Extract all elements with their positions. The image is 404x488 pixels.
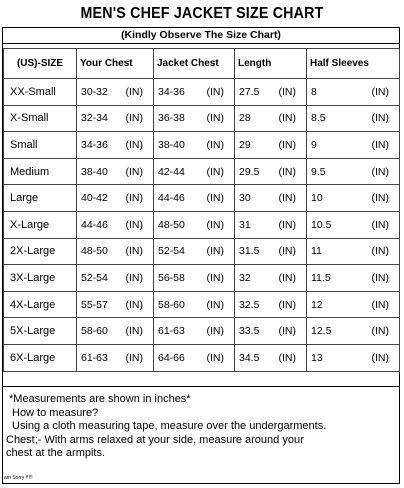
chest-cell: [77, 265, 154, 292]
table-row: [4, 132, 400, 159]
chest-cell: [77, 318, 154, 345]
table-row: [4, 185, 400, 212]
unit-label: (IN): [371, 245, 389, 258]
jacket-value: 64-66: [158, 351, 185, 364]
size-cell: 2X-Large: [4, 238, 77, 265]
table-row: [4, 318, 400, 345]
chest-cell: [77, 344, 154, 371]
unit-label: (IN): [206, 112, 224, 125]
unit-label: (IN): [278, 138, 296, 151]
chest-cell: [77, 211, 154, 238]
table-row: [4, 344, 400, 371]
length-cell: [235, 318, 307, 345]
chest-cell: [77, 291, 154, 318]
chest-value: 48-50: [81, 245, 108, 258]
length-value: 27.5: [239, 85, 260, 98]
table-row: [4, 265, 400, 292]
chest-cell: [77, 158, 154, 185]
unit-label: (IN): [125, 351, 143, 364]
chest-value: 34-36: [81, 138, 108, 151]
unit-label: (IN): [371, 325, 389, 338]
header-your-chest: Your Chest: [77, 49, 154, 79]
unit-label: (IN): [206, 298, 224, 311]
unit-label: (IN): [206, 351, 224, 364]
length-value: 30: [239, 192, 251, 205]
note-line: chest at the armpits.: [6, 447, 106, 459]
unit-label: (IN): [125, 218, 143, 231]
table-row: [4, 105, 400, 132]
length-cell: [235, 185, 307, 212]
size-cell: 4X-Large: [4, 291, 77, 318]
size-cell: 3X-Large: [4, 265, 77, 292]
chart-subtitle: (Kindly Observe The Size Chart): [121, 29, 281, 41]
length-cell: [235, 158, 307, 185]
sleeves-cell: [307, 132, 400, 159]
unit-label: (IN): [125, 85, 143, 98]
jacket-value: 44-46: [158, 192, 185, 205]
jacket-value: 48-50: [158, 218, 185, 231]
sleeves-value: 10.5: [311, 218, 332, 231]
chest-cell: [77, 238, 154, 265]
jacket-cell: [154, 79, 235, 106]
jacket-cell: [154, 265, 235, 292]
jacket-value: 61-63: [158, 325, 185, 338]
jacket-cell: [154, 291, 235, 318]
size-cell: X-Small: [4, 105, 77, 132]
sleeves-value: 8: [311, 85, 317, 98]
table-body: [4, 79, 400, 372]
chest-value: 55-57: [81, 298, 108, 311]
chest-value: 52-54: [81, 271, 108, 284]
sleeves-cell: [307, 185, 400, 212]
unit-label: (IN): [371, 351, 389, 364]
unit-label: (IN): [206, 165, 224, 178]
sleeves-value: 12.5: [311, 325, 332, 338]
length-value: 32: [239, 271, 251, 284]
sleeves-value: 11.5: [311, 271, 331, 284]
unit-label: (IN): [125, 245, 143, 258]
size-cell: X-Large: [4, 211, 77, 238]
length-value: 33.5: [239, 325, 260, 338]
sleeves-cell: [307, 79, 400, 106]
length-value: 34.5: [239, 351, 260, 364]
sleeves-cell: [307, 158, 400, 185]
subtitle-divider: [2, 43, 400, 44]
sleeves-value: 13: [311, 351, 323, 364]
unit-label: (IN): [278, 298, 296, 311]
unit-label: (IN): [278, 165, 296, 178]
measurement-notes: [6, 393, 399, 461]
size-cell: Medium: [4, 158, 77, 185]
unit-label: (IN): [206, 218, 224, 231]
unit-label: (IN): [278, 192, 296, 205]
sleeves-cell: [307, 211, 400, 238]
chest-value: 58-60: [81, 325, 108, 338]
table-row: [4, 291, 400, 318]
unit-label: (IN): [371, 271, 389, 284]
jacket-cell: [154, 211, 235, 238]
jacket-value: 58-60: [158, 298, 185, 311]
sleeves-value: 8.5: [311, 112, 326, 125]
unit-label: (IN): [371, 218, 389, 231]
sleeves-value: 11: [311, 245, 322, 258]
unit-label: (IN): [371, 112, 389, 125]
unit-label: (IN): [125, 271, 143, 284]
length-cell: [235, 79, 307, 106]
jacket-cell: [154, 105, 235, 132]
chest-cell: [77, 79, 154, 106]
jacket-cell: [154, 185, 235, 212]
size-cell: XX-Small: [4, 79, 77, 106]
size-cell: Small: [4, 132, 77, 159]
length-value: 31.5: [239, 245, 260, 258]
jacket-cell: [154, 132, 235, 159]
unit-label: (IN): [125, 138, 143, 151]
length-value: 29: [239, 138, 251, 151]
size-cell: 5X-Large: [4, 318, 77, 345]
jacket-cell: [154, 238, 235, 265]
note-line: *Measurements are shown in inches*: [9, 393, 191, 405]
length-cell: [235, 265, 307, 292]
length-value: 31: [239, 218, 251, 231]
chest-cell: [77, 105, 154, 132]
unit-label: (IN): [278, 271, 296, 284]
sleeves-cell: [307, 238, 400, 265]
unit-label: (IN): [206, 192, 224, 205]
length-cell: [235, 211, 307, 238]
unit-label: (IN): [125, 165, 143, 178]
sleeves-value: 9: [311, 138, 317, 151]
header-size: (US)-SIZE: [4, 49, 77, 79]
sleeves-value: 10: [311, 192, 323, 205]
unit-label: (IN): [371, 85, 389, 98]
footer-note: am Sorry !!!!!: [4, 475, 33, 481]
jacket-value: 38-40: [158, 138, 185, 151]
unit-label: (IN): [371, 298, 389, 311]
length-cell: [235, 132, 307, 159]
unit-label: (IN): [206, 85, 224, 98]
chest-value: 61-63: [81, 351, 108, 364]
header-length: Length: [235, 49, 307, 79]
unit-label: (IN): [125, 298, 143, 311]
unit-label: (IN): [125, 325, 143, 338]
unit-label: (IN): [371, 165, 389, 178]
jacket-value: 36-38: [158, 112, 185, 125]
table-row: [4, 158, 400, 185]
jacket-cell: [154, 318, 235, 345]
sleeves-cell: [307, 318, 400, 345]
notes-divider: [2, 386, 400, 387]
header-half-sleeves: Half Sleeves: [307, 49, 400, 79]
jacket-value: 56-58: [158, 271, 185, 284]
table-row: [4, 211, 400, 238]
chest-cell: [77, 132, 154, 159]
sleeves-cell: [307, 265, 400, 292]
size-table: [3, 48, 400, 372]
sleeves-cell: [307, 291, 400, 318]
length-value: 28: [239, 112, 251, 125]
table-header-row: [4, 49, 400, 79]
unit-label: (IN): [371, 138, 389, 151]
chest-value: 38-40: [81, 165, 108, 178]
unit-label: (IN): [206, 245, 224, 258]
note-line: How to measure?: [12, 406, 99, 419]
unit-label: (IN): [206, 271, 224, 284]
unit-label: (IN): [278, 351, 296, 364]
chest-value: 44-46: [81, 218, 108, 231]
jacket-cell: [154, 344, 235, 371]
unit-label: (IN): [278, 218, 296, 231]
sleeves-value: 12: [311, 298, 323, 311]
jacket-cell: [154, 158, 235, 185]
sleeves-value: 9.5: [311, 165, 326, 178]
length-cell: [235, 105, 307, 132]
length-cell: [235, 344, 307, 371]
length-value: 32.5: [239, 298, 260, 311]
chest-value: 40-42: [81, 192, 108, 205]
page-title: MEN'S CHEF JACKET SIZE CHART: [80, 5, 324, 22]
note-line: Chest;- With arms relaxed at your side, measure around your: [6, 433, 304, 446]
unit-label: (IN): [206, 325, 224, 338]
sleeves-cell: [307, 344, 400, 371]
sleeves-cell: [307, 105, 400, 132]
unit-label: (IN): [206, 138, 224, 151]
jacket-value: 52-54: [158, 245, 185, 258]
unit-label: (IN): [278, 85, 296, 98]
table-row: [4, 79, 400, 106]
table-row: [4, 238, 400, 265]
chest-value: 30-32: [81, 85, 108, 98]
unit-label: (IN): [278, 245, 296, 258]
length-value: 29.5: [239, 165, 260, 178]
note-line: Using a cloth measuring tape, measure over the undergarments.: [12, 420, 327, 432]
chest-value: 32-34: [81, 112, 108, 125]
unit-label: (IN): [125, 112, 143, 125]
unit-label: (IN): [278, 325, 296, 338]
size-cell: 6X-Large: [4, 344, 77, 371]
length-cell: [235, 291, 307, 318]
length-cell: [235, 238, 307, 265]
unit-label: (IN): [125, 192, 143, 205]
unit-label: (IN): [278, 112, 296, 125]
size-cell: Large: [4, 185, 77, 212]
jacket-value: 34-36: [158, 85, 185, 98]
chest-cell: [77, 185, 154, 212]
jacket-value: 42-44: [158, 165, 185, 178]
unit-label: (IN): [371, 192, 389, 205]
header-jacket-chest: Jacket Chest: [154, 49, 235, 79]
